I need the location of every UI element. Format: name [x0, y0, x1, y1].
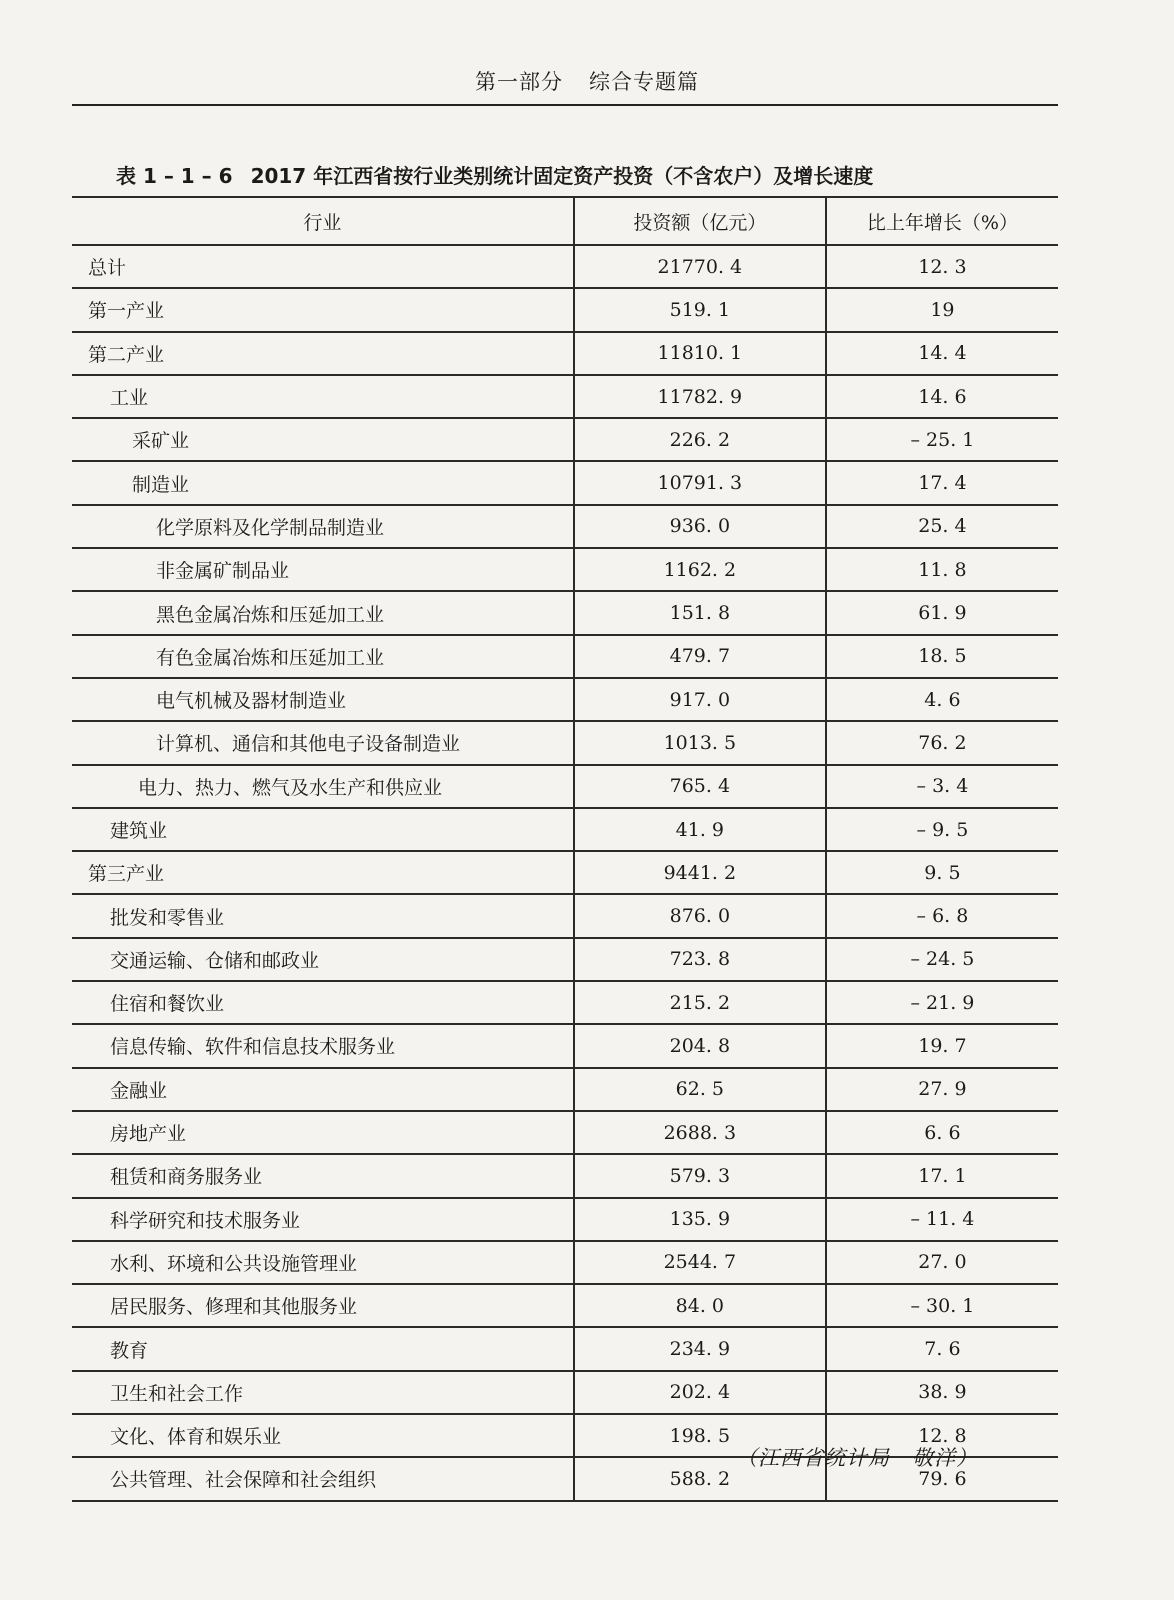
- amount-cell: 84. 0: [574, 1284, 826, 1327]
- table-caption: [116, 160, 873, 189]
- amount-cell: 917. 0: [574, 678, 826, 721]
- header-industry: 行业: [72, 197, 574, 245]
- growth-cell: 79. 6: [826, 1457, 1058, 1500]
- table-row: [72, 1371, 1058, 1414]
- industry-cell: 采矿业: [72, 418, 574, 461]
- industry-cell: 房地产业: [72, 1111, 574, 1154]
- amount-cell: 765. 4: [574, 765, 826, 808]
- table-row: [72, 332, 1058, 375]
- amount-cell: 1162. 2: [574, 548, 826, 591]
- table-row: [72, 375, 1058, 418]
- growth-cell: – 25. 1: [826, 418, 1058, 461]
- industry-cell: 第三产业: [72, 851, 574, 894]
- amount-cell: 10791. 3: [574, 461, 826, 504]
- amount-cell: 723. 8: [574, 938, 826, 981]
- growth-cell: 14. 4: [826, 332, 1058, 375]
- industry-cell: 电气机械及器材制造业: [72, 678, 574, 721]
- industry-cell: 非金属矿制品业: [72, 548, 574, 591]
- amount-cell: 479. 7: [574, 635, 826, 678]
- amount-cell: 1013. 5: [574, 721, 826, 764]
- table-row: [72, 505, 1058, 548]
- running-head: [0, 66, 1174, 96]
- header-rule: [72, 104, 1058, 106]
- table-row: [72, 418, 1058, 461]
- industry-cell: 文化、体育和娱乐业: [72, 1414, 574, 1457]
- amount-cell: 202. 4: [574, 1371, 826, 1414]
- table-row: [72, 1068, 1058, 1111]
- table-number: 表 1 – 1 – 6: [116, 164, 233, 188]
- table-row: [72, 765, 1058, 808]
- amount-cell: 9441. 2: [574, 851, 826, 894]
- growth-cell: 27. 9: [826, 1068, 1058, 1111]
- table-row: [72, 1024, 1058, 1067]
- industry-cell: 租赁和商务服务业: [72, 1154, 574, 1197]
- industry-cell: 公共管理、社会保障和社会组织: [72, 1457, 574, 1500]
- industry-cell: 有色金属冶炼和压延加工业: [72, 635, 574, 678]
- table-row: [72, 1154, 1058, 1197]
- section-label: 综合专题篇: [589, 70, 699, 94]
- growth-cell: 27. 0: [826, 1241, 1058, 1284]
- table-row: [72, 851, 1058, 894]
- growth-cell: 25. 4: [826, 505, 1058, 548]
- amount-cell: 519. 1: [574, 288, 826, 331]
- amount-cell: 21770. 4: [574, 245, 826, 288]
- industry-cell: 第一产业: [72, 288, 574, 331]
- table-row: [72, 591, 1058, 634]
- industry-cell: 电力、热力、燃气及水生产和供应业: [72, 765, 574, 808]
- header-amount: 投资额（亿元）: [574, 197, 826, 245]
- industry-cell: 第二产业: [72, 332, 574, 375]
- amount-cell: 215. 2: [574, 981, 826, 1024]
- growth-cell: – 3. 4: [826, 765, 1058, 808]
- amount-cell: 936. 0: [574, 505, 826, 548]
- investment-table: [72, 196, 1058, 1502]
- industry-cell: 科学研究和技术服务业: [72, 1198, 574, 1241]
- growth-cell: – 24. 5: [826, 938, 1058, 981]
- growth-cell: 12. 3: [826, 245, 1058, 288]
- industry-cell: 建筑业: [72, 808, 574, 851]
- amount-cell: 11810. 1: [574, 332, 826, 375]
- amount-cell: 198. 5: [574, 1414, 826, 1457]
- amount-cell: 135. 9: [574, 1198, 826, 1241]
- table-row: [72, 1284, 1058, 1327]
- table-row: [72, 678, 1058, 721]
- industry-cell: 教育: [72, 1327, 574, 1370]
- growth-cell: – 30. 1: [826, 1284, 1058, 1327]
- growth-cell: 61. 9: [826, 591, 1058, 634]
- growth-cell: – 11. 4: [826, 1198, 1058, 1241]
- amount-cell: 876. 0: [574, 894, 826, 937]
- part-label: 第一部分: [475, 70, 563, 94]
- amount-cell: 2544. 7: [574, 1241, 826, 1284]
- industry-cell: 居民服务、修理和其他服务业: [72, 1284, 574, 1327]
- industry-cell: 工业: [72, 375, 574, 418]
- industry-cell: 金融业: [72, 1068, 574, 1111]
- table-row: [72, 1241, 1058, 1284]
- growth-cell: 76. 2: [826, 721, 1058, 764]
- table-row: [72, 461, 1058, 504]
- growth-cell: 17. 1: [826, 1154, 1058, 1197]
- amount-cell: 11782. 9: [574, 375, 826, 418]
- industry-cell: 总计: [72, 245, 574, 288]
- amount-cell: 151. 8: [574, 591, 826, 634]
- industry-cell: 信息传输、软件和信息技术服务业: [72, 1024, 574, 1067]
- growth-cell: 12. 8: [826, 1414, 1058, 1457]
- industry-cell: 水利、环境和公共设施管理业: [72, 1241, 574, 1284]
- industry-cell: 批发和零售业: [72, 894, 574, 937]
- industry-cell: 计算机、通信和其他电子设备制造业: [72, 721, 574, 764]
- header-growth: 比上年增长（%）: [826, 197, 1058, 245]
- growth-cell: 6. 6: [826, 1111, 1058, 1154]
- growth-cell: – 6. 8: [826, 894, 1058, 937]
- table-row: [72, 288, 1058, 331]
- amount-cell: 226. 2: [574, 418, 826, 461]
- growth-cell: 19: [826, 288, 1058, 331]
- table-header-row: [72, 197, 1058, 245]
- amount-cell: 234. 9: [574, 1327, 826, 1370]
- growth-cell: 4. 6: [826, 678, 1058, 721]
- growth-cell: 18. 5: [826, 635, 1058, 678]
- table-row: [72, 1327, 1058, 1370]
- growth-cell: 17. 4: [826, 461, 1058, 504]
- table-row: [72, 245, 1058, 288]
- industry-cell: 卫生和社会工作: [72, 1371, 574, 1414]
- table-row: [72, 894, 1058, 937]
- growth-cell: 7. 6: [826, 1327, 1058, 1370]
- table-row: [72, 721, 1058, 764]
- industry-cell: 住宿和餐饮业: [72, 981, 574, 1024]
- growth-cell: 9. 5: [826, 851, 1058, 894]
- amount-cell: 62. 5: [574, 1068, 826, 1111]
- amount-cell: 588. 2: [574, 1457, 826, 1500]
- industry-cell: 化学原料及化学制品制造业: [72, 505, 574, 548]
- growth-cell: – 9. 5: [826, 808, 1058, 851]
- industry-cell: 制造业: [72, 461, 574, 504]
- growth-cell: 11. 8: [826, 548, 1058, 591]
- table-row: [72, 548, 1058, 591]
- table-title: 2017 年江西省按行业类别统计固定资产投资（不含农户）及增长速度: [250, 164, 874, 188]
- amount-cell: 204. 8: [574, 1024, 826, 1067]
- table-row: [72, 808, 1058, 851]
- table-row: [72, 981, 1058, 1024]
- table-row: [72, 938, 1058, 981]
- amount-cell: 579. 3: [574, 1154, 826, 1197]
- source-note: [736, 1442, 978, 1472]
- growth-cell: 19. 7: [826, 1024, 1058, 1067]
- table-row: [72, 1111, 1058, 1154]
- growth-cell: 38. 9: [826, 1371, 1058, 1414]
- amount-cell: 41. 9: [574, 808, 826, 851]
- growth-cell: 14. 6: [826, 375, 1058, 418]
- table-row: [72, 1198, 1058, 1241]
- industry-cell: 黑色金属冶炼和压延加工业: [72, 591, 574, 634]
- source-author: 敬洋）: [912, 1446, 978, 1470]
- growth-cell: – 21. 9: [826, 981, 1058, 1024]
- industry-cell: 交通运输、仓储和邮政业: [72, 938, 574, 981]
- source-org: （江西省统计局: [736, 1446, 890, 1470]
- amount-cell: 2688. 3: [574, 1111, 826, 1154]
- table-row: [72, 635, 1058, 678]
